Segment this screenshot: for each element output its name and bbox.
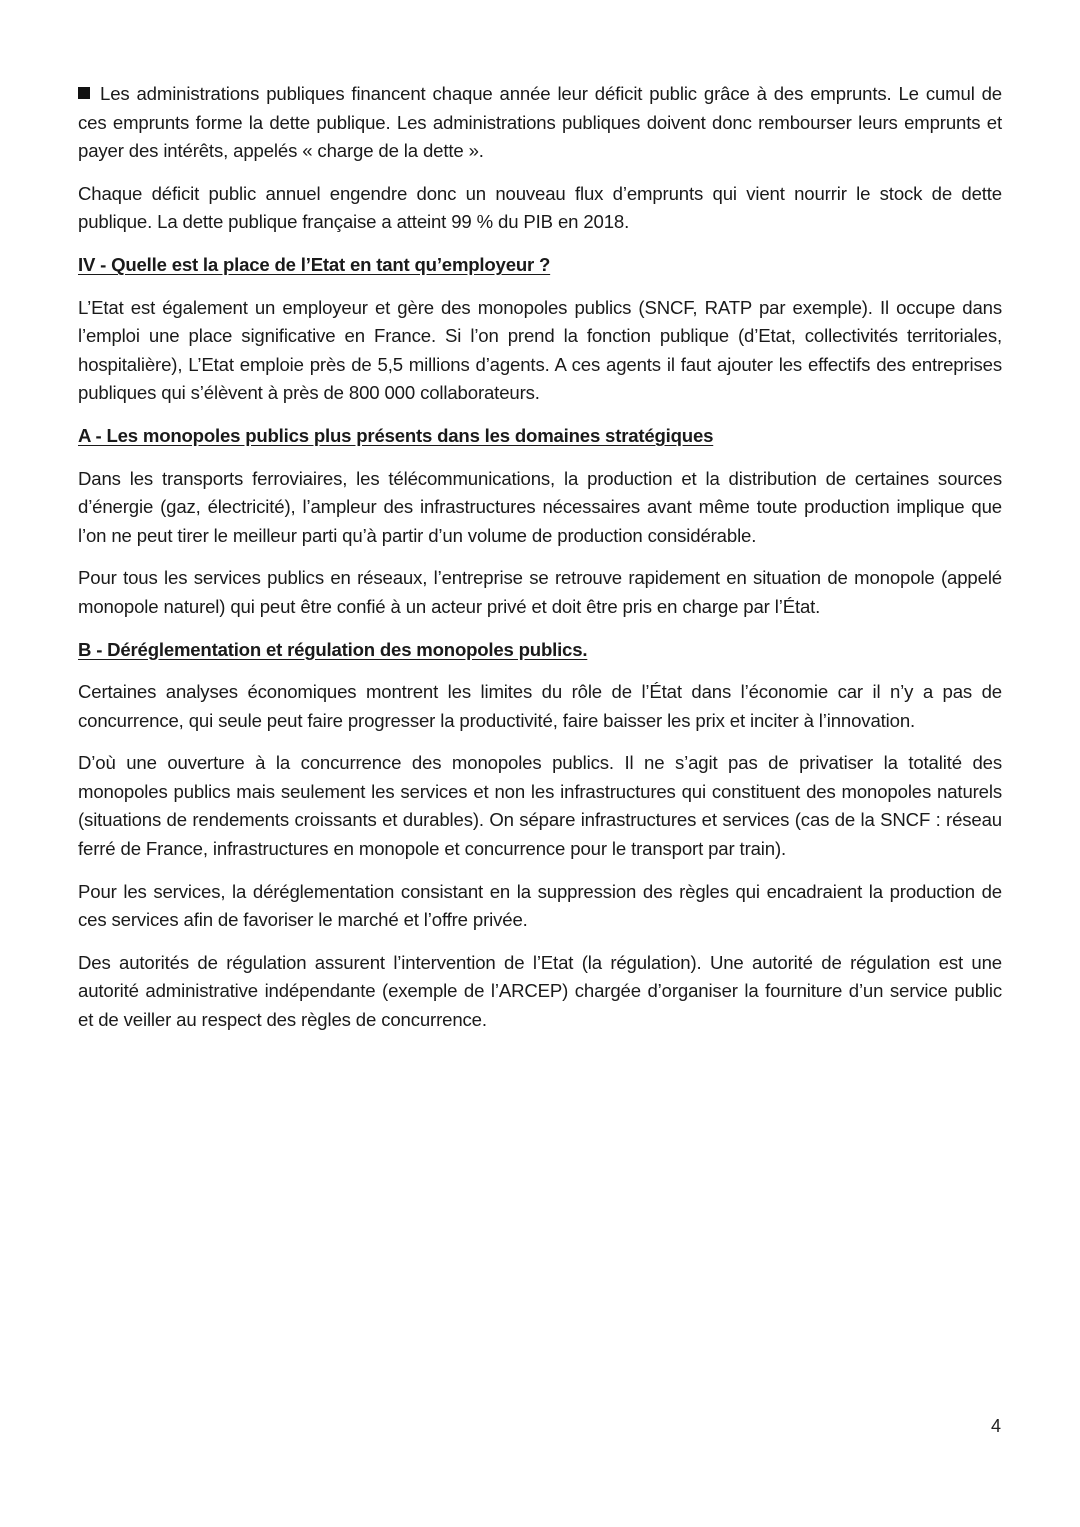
section-iv-heading: IV - Quelle est la place de l’Etat en tant qu’employeur ?: [78, 253, 551, 275]
section-b-heading: B - Déréglementation et régulation des monopoles publics.: [78, 638, 588, 660]
intro-paragraph-1: [78, 80, 1002, 166]
page-number: 4: [991, 1416, 1002, 1436]
section-b-paragraph-3: Pour les services, la déréglementation consistant en la suppression des règles qui encadraient la production de ces services afin de favoriser le marché et l’offre privée.: [78, 880, 1002, 931]
intro-paragraph-2: Chaque déficit public annuel engendre donc un nouveau flux d’emprunts qui vient nourrir le stock de dette publique. La dette publique française a atteint 99 % du PIB en 2018.: [78, 182, 1002, 233]
section-a-paragraph-1: Dans les transports ferroviaires, les télécommunications, la production et la distribution de certaines sources d’énergie (gaz, électricité), l’ampleur des infrastructures nécessaires avant même toute production implique que l’on ne peut tirer le meilleur parti qu’à partir d’un volume de production considérable.: [78, 467, 1002, 546]
section-b-paragraph-2: D’où une ouverture à la concurrence des monopoles publics. Il ne s’agit pas de privatiser la totalité des monopoles publics mais seulement les services et non les infrastructures qui constituent des monopoles naturels (situations de rendements croissants et durables). On sépare infrastructures et services (cas de la SNCF : réseau ferré de France, infrastructures en monopole et concurrence pour le transport par train).: [78, 752, 1002, 860]
document-page: [78, 80, 1002, 1049]
square-bullet-icon: [78, 87, 90, 99]
section-iv-paragraph-1: L’Etat est également un employeur et gère des monopoles publics (SNCF, RATP par exemple). Il occupe dans l’emploi une place significative en France. Si l’on prend la fonction publique (d’Etat, collectivités territoriales, hospitalière), L’Etat emploie près de 5,5 millions d’agents. A ces agents il faut ajouter les effectifs des entreprises publiques qui s’élèvent à près de 800 000 collaborateurs.: [78, 296, 1002, 404]
section-a-heading: A - Les monopoles publics plus présents dans les domaines stratégiques: [78, 424, 714, 446]
section-b-paragraph-1: Certaines analyses économiques montrent les limites du rôle de l’État dans l’économie car il n’y a pas de concurrence, qui seule peut faire progresser la productivité, faire baisser les prix et inciter à l’innovation.: [78, 681, 1002, 731]
section-a-paragraph-2: Pour tous les services publics en réseaux, l’entreprise se retrouve rapidement en situation de monopole (appelé monopole naturel) qui peut être confié à un acteur privé et doit être pris en charge par l’État.: [78, 567, 1002, 617]
section-b-paragraph-4: Des autorités de régulation assurent l’intervention de l’Etat (la régulation). Une autorité de régulation est une autorité administrative indépendante (exemple de l’ARCEP) chargée d’organiser la fourniture d’un service public et de veiller au respect des règles de concurrence.: [78, 951, 1002, 1031]
intro-paragraph-1-text: Les administrations publiques financent chaque année leur déficit public grâce à des emprunts. Le cumul de ces emprunts forme la dette publique. Les administrations publiques doivent donc rembourser leurs emprunts et payer des intérêts, appelés « charge de la dette ».: [78, 83, 1002, 162]
